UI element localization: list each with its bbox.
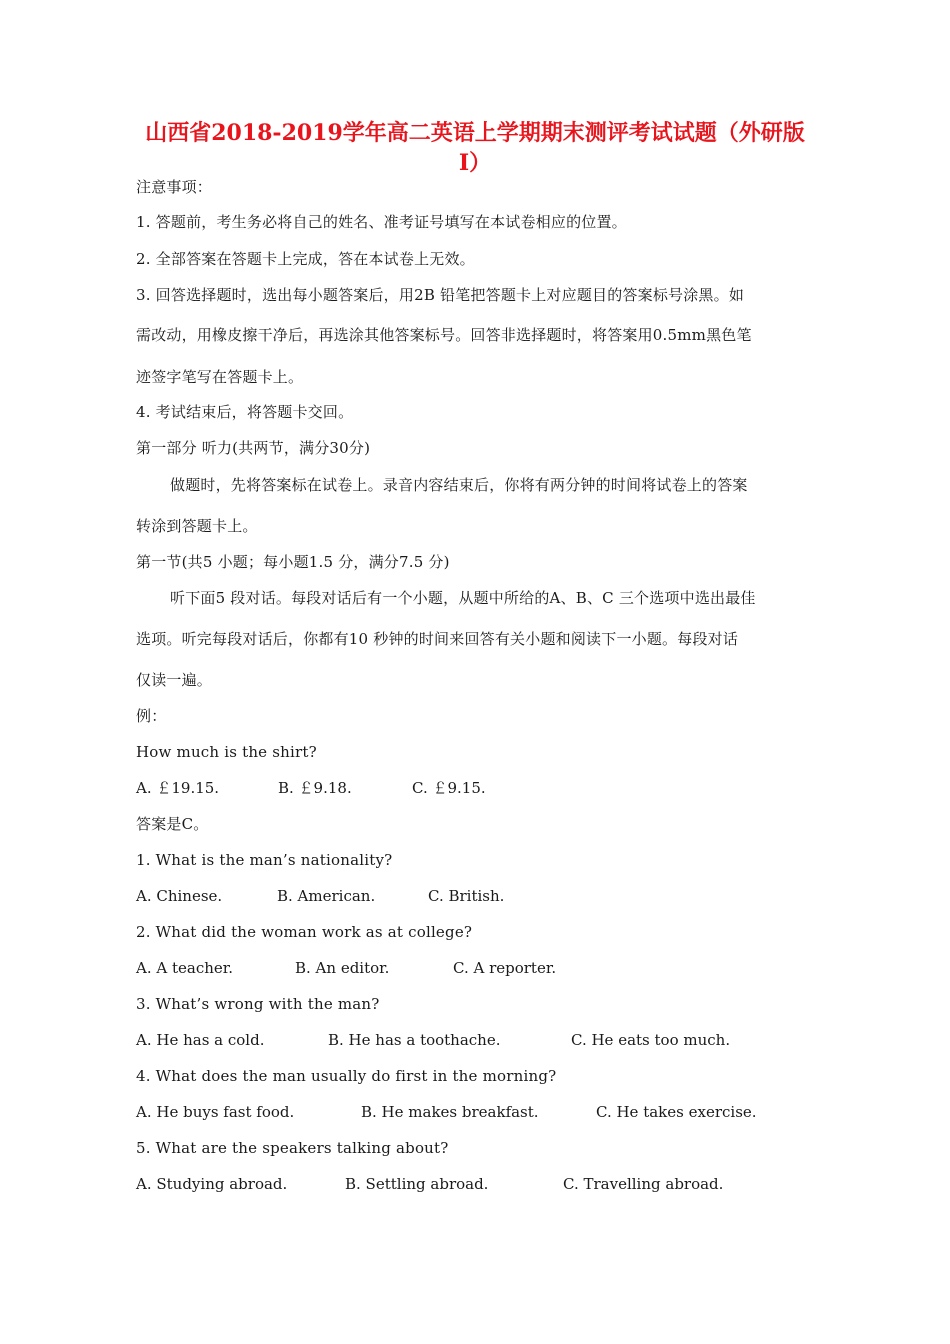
q5-option-a: A. Studying abroad. <box>136 1175 288 1193</box>
notice-heading: 注意事项： <box>136 178 213 196</box>
section1-intro: 仅读一遍。 <box>136 671 213 689</box>
example-option-a: A. ￡19.15. <box>136 779 220 797</box>
q2-option-b: B. An editor. <box>295 959 390 977</box>
question-2: 2. What did the woman work as at college? <box>136 923 473 941</box>
example-option-b: B. ￡9.18. <box>278 779 352 797</box>
q4-option-c: C. He takes exercise. <box>596 1103 757 1121</box>
example-answer: 答案是C。 <box>136 815 209 833</box>
q4-option-a: A. He buys fast food. <box>136 1103 295 1121</box>
q1-option-a: A. Chinese. <box>136 887 223 905</box>
q2-option-c: C. A reporter. <box>453 959 557 977</box>
q5-option-c: C. Travelling abroad. <box>563 1175 724 1193</box>
question-1: 1. What is the man’s nationality? <box>136 851 393 869</box>
q3-option-a: A. He has a cold. <box>136 1031 265 1049</box>
notice-item: 3. 回答选择题时，选出每小题答案后，用2B 铅笔把答题卡上对应题目的答案标号涂黑。如 <box>136 286 745 304</box>
part1-intro: 转涂到答题卡上。 <box>136 517 258 535</box>
example-label: 例： <box>136 707 167 725</box>
notice-item: 1. 答题前，考生务必将自己的姓名、准考证号填写在本试卷相应的位置。 <box>136 213 627 231</box>
section1-intro: 选项。听完每段对话后，你都有10 秒钟的时间来回答有关小题和阅读下一小题。每段对话 <box>136 630 739 648</box>
q1-option-c: C. British. <box>428 887 505 905</box>
question-4: 4. What does the man usually do first in the morning? <box>136 1067 557 1085</box>
q5-option-b: B. Settling abroad. <box>345 1175 489 1193</box>
title-line-2: I） <box>458 150 492 176</box>
notice-item: 2. 全部答案在答题卡上完成，答在本试卷上无效。 <box>136 250 475 268</box>
question-5: 5. What are the speakers talking about? <box>136 1139 449 1157</box>
q3-option-b: B. He has a toothache. <box>328 1031 501 1049</box>
notice-item: 4. 考试结束后，将答题卡交回。 <box>136 403 354 421</box>
question-3: 3. What’s wrong with the man? <box>136 995 380 1013</box>
page-title <box>120 118 830 178</box>
example-question: How much is the shirt? <box>136 743 317 761</box>
section1-heading: 第一节(共5 小题；每小题1.5 分，满分7.5 分) <box>136 553 450 571</box>
q1-option-b: B. American. <box>277 887 376 905</box>
example-option-c: C. ￡9.15. <box>412 779 486 797</box>
q2-option-a: A. A teacher. <box>136 959 234 977</box>
part1-heading: 第一部分 听力(共两节，满分30分) <box>136 439 371 457</box>
notice-item: 迹签字笔写在答题卡上。 <box>136 368 304 386</box>
notice-item: 需改动，用橡皮擦干净后，再选涂其他答案标号。回答非选择题时，将答案用0.5mm黑色笔 <box>136 326 752 344</box>
q4-option-b: B. He makes breakfast. <box>361 1103 539 1121</box>
part1-intro: 做题时，先将答案标在试卷上。录音内容结束后，你将有两分钟的时间将试卷上的答案 <box>170 476 748 494</box>
section1-intro: 听下面5 段对话。每段对话后有一个小题，从题中所给的A、B、C 三个选项中选出最佳 <box>170 589 756 607</box>
q3-option-c: C. He eats too much. <box>571 1031 731 1049</box>
title-line-1: 山西省2018-2019学年高二英语上学期期末测评考试试题（外研版 <box>145 120 805 146</box>
